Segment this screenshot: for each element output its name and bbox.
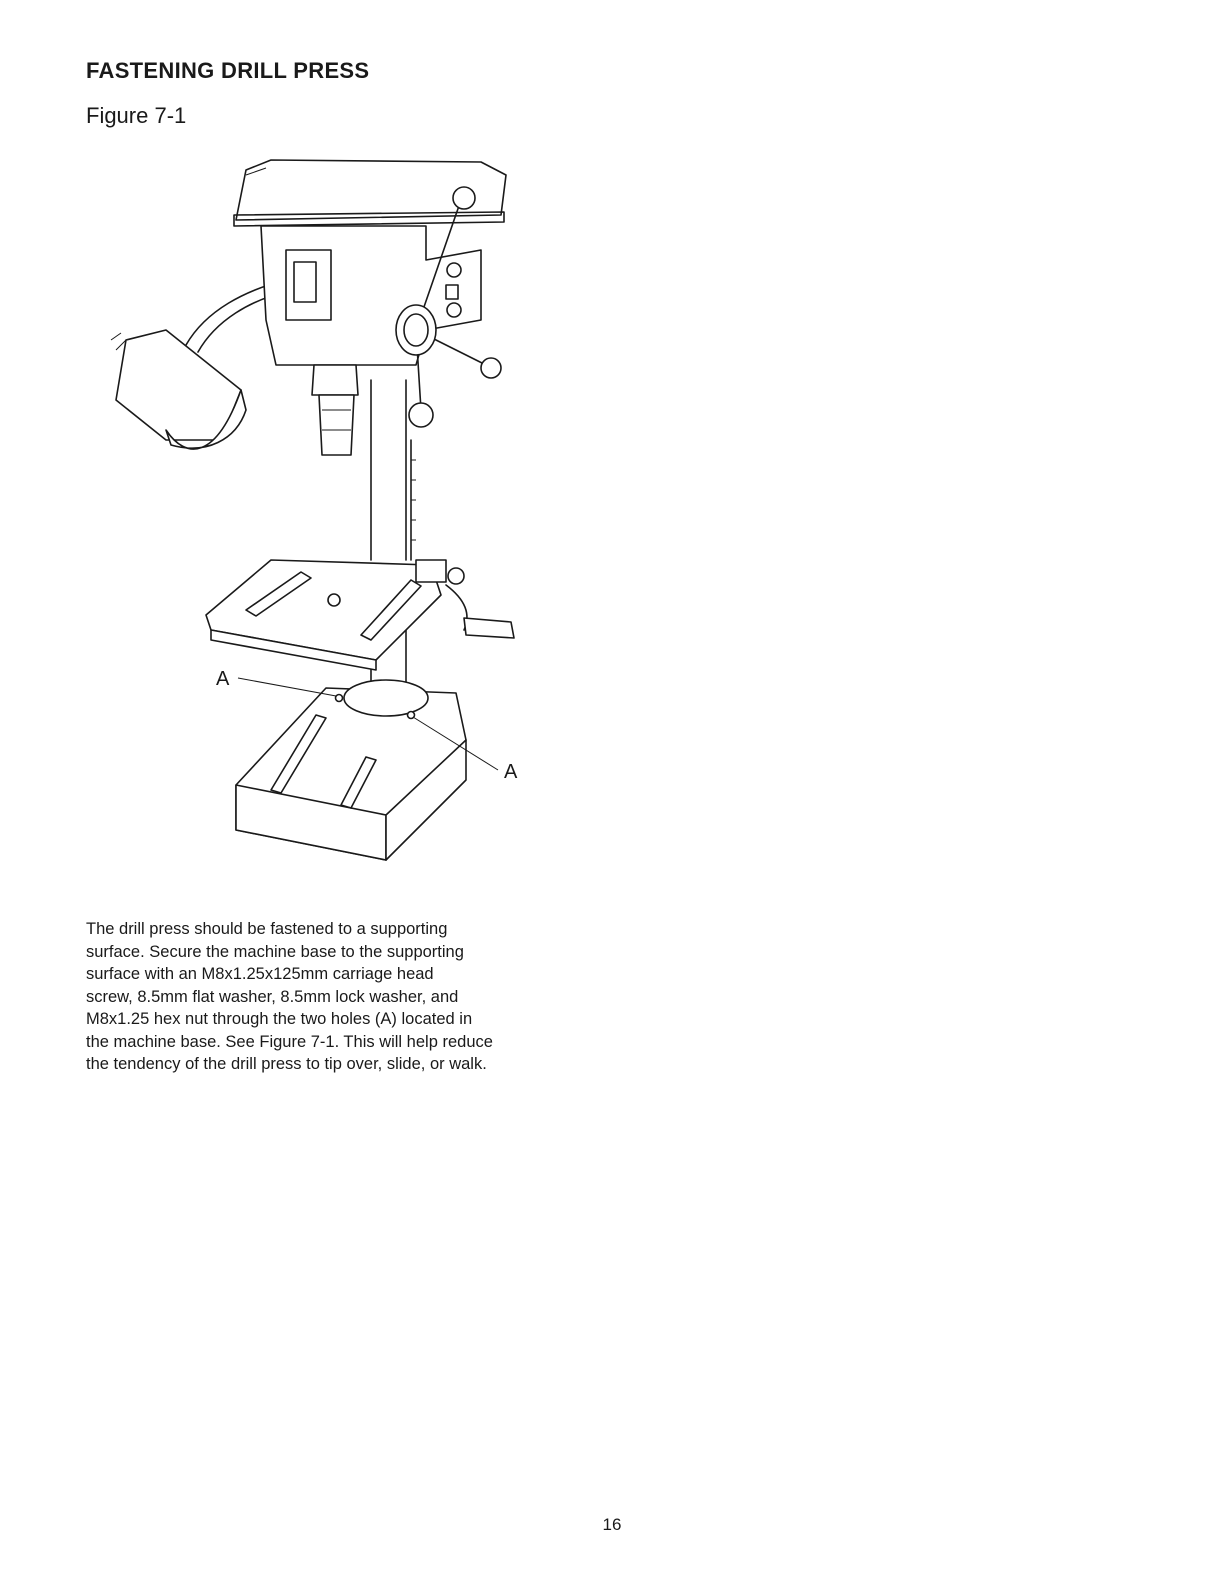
body-line: The drill press should be fastened to a supporting [86, 920, 448, 938]
body-line: the tendency of the drill press to tip over, slide, or walk. [86, 1055, 487, 1073]
mount-hole-left [336, 695, 343, 702]
callout-a-right: A [504, 761, 518, 783]
figure-label: Figure 7-1 [86, 103, 187, 128]
work-table [206, 560, 514, 670]
body-line: the machine base. See Figure 7-1. This will help reduce [86, 1032, 493, 1051]
callout-leader-left [238, 678, 336, 696]
drill-head [261, 226, 481, 365]
body-paragraph [86, 918, 586, 1076]
callout-a-left: A [216, 668, 230, 690]
drill-press-figure [86, 140, 566, 880]
body-line: screw, 8.5mm flat washer, 8.5mm lock washer, and [86, 987, 459, 1006]
chuck [312, 365, 358, 455]
page-number: 16 [602, 1515, 622, 1534]
drill-press-illustration [86, 140, 566, 880]
body-line: surface. Secure the machine base to the supporting [86, 942, 464, 961]
machine-base [236, 680, 466, 860]
body-line: M8x1.25 hex nut through the two holes (A) located in [86, 1010, 473, 1028]
body-line: surface with an M8x1.25x125mm carriage head [86, 965, 434, 983]
section-title: FASTENING DRILL PRESS [86, 58, 370, 83]
work-lamp [111, 280, 286, 449]
